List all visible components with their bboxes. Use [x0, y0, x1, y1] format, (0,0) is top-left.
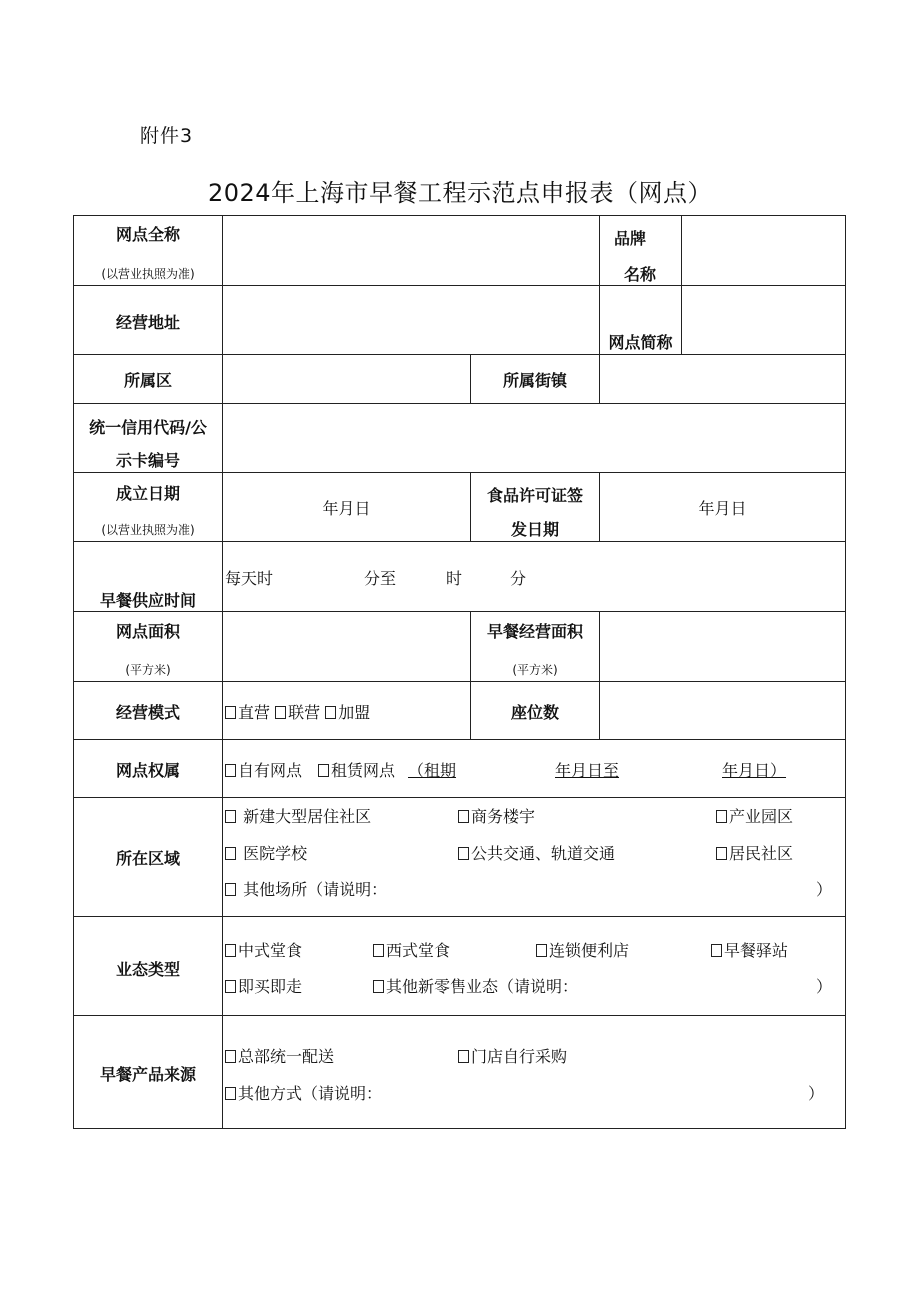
format-breakfast-station-checkbox[interactable]: 早餐驿站: [711, 938, 788, 961]
hours-end-hour[interactable]: 时: [446, 569, 463, 588]
form-title: 2024年上海市早餐工程示范点申报表（网点）: [207, 179, 713, 207]
region-other-checkbox[interactable]: 其他场所（请说明：: [225, 877, 387, 900]
region-office-checkbox[interactable]: 商务楼宇: [458, 804, 535, 827]
license-note: (以营业执照为准): [101, 267, 195, 281]
region-label: 所在区域: [115, 849, 180, 868]
region-industrial-park-checkbox[interactable]: 产业园区: [716, 804, 793, 827]
mode-direct-checkbox[interactable]: 直营: [225, 703, 270, 722]
area-unit: (平方米): [125, 663, 171, 677]
credit-code-field[interactable]: [223, 404, 845, 472]
source-hq-delivery-checkbox[interactable]: 总部统一配送: [225, 1044, 334, 1067]
mode-joint-checkbox[interactable]: 联营: [275, 703, 320, 722]
breakfast-area-label: 早餐经营面积: [486, 622, 583, 641]
format-chinese-dinein-checkbox[interactable]: 中式堂食: [225, 938, 302, 961]
permit-date-label-line2: 发日期: [510, 520, 559, 539]
source-other-close: ）: [808, 1084, 825, 1103]
annex-label: 附件3: [140, 125, 194, 147]
license-note-2: (以营业执照为准): [101, 523, 195, 537]
mode-options: [225, 700, 370, 723]
short-name-field[interactable]: [682, 286, 845, 354]
outlet-area-label: 网点面积: [115, 622, 180, 641]
full-name-label: 网点全称: [115, 225, 180, 244]
brand-label-line2: 名称: [623, 265, 656, 284]
region-residential-checkbox[interactable]: 居民社区: [716, 841, 793, 864]
source-self-purchase-checkbox[interactable]: 门店自行采购: [458, 1044, 567, 1067]
street-label: 所属街镇: [502, 371, 567, 390]
seats-label: 座位数: [510, 703, 559, 722]
brand-label-line1: 品牌: [613, 229, 646, 248]
district-field[interactable]: [223, 355, 470, 403]
format-type-label: 业态类型: [115, 960, 180, 979]
full-name-field[interactable]: [223, 216, 599, 285]
ownership-own-checkbox[interactable]: 自有网点: [225, 758, 302, 781]
ownership-label: 网点权属: [115, 761, 180, 780]
format-western-dinein-checkbox[interactable]: 西式堂食: [373, 938, 450, 961]
lease-term-end[interactable]: 年月日）: [722, 761, 787, 780]
founded-date-field[interactable]: 年月日: [322, 499, 371, 518]
permit-date-label-line1: 食品许可证签: [486, 486, 583, 505]
brand-name-field[interactable]: [682, 216, 845, 285]
street-field[interactable]: [600, 355, 845, 403]
format-other-close: ）: [816, 977, 833, 996]
region-transit-checkbox[interactable]: 公共交通、轨道交通: [458, 841, 615, 864]
breakfast-area-unit: (平方米): [512, 663, 558, 677]
short-name-label: 网点简称: [608, 333, 673, 352]
founded-date-label: 成立日期: [115, 484, 180, 503]
business-mode-label: 经营模式: [115, 703, 180, 722]
format-grab-and-go-checkbox[interactable]: 即买即走: [225, 974, 302, 997]
seats-field[interactable]: [600, 682, 845, 739]
address-label: 经营地址: [115, 313, 180, 332]
hours-start-minute[interactable]: 分至: [364, 569, 397, 588]
supply-hours-label: 早餐供应时间: [99, 591, 196, 610]
breakfast-area-field[interactable]: [600, 612, 845, 681]
address-field[interactable]: [223, 286, 599, 354]
credit-code-label-line1: 统一信用代码/公: [89, 418, 207, 437]
format-other-retail-checkbox[interactable]: 其他新零售业态（请说明：: [373, 974, 578, 997]
source-other-checkbox[interactable]: 其他方式（请说明：: [225, 1081, 382, 1104]
format-convenience-checkbox[interactable]: 连锁便利店: [536, 938, 629, 961]
hours-end-minute[interactable]: 分: [510, 569, 527, 588]
district-label: 所属区: [123, 371, 172, 390]
region-new-community-checkbox[interactable]: 新建大型居住社区: [225, 804, 371, 827]
lease-term-start[interactable]: （租期: [408, 761, 457, 780]
product-source-label: 早餐产品来源: [99, 1065, 196, 1084]
permit-date-field[interactable]: 年月日: [698, 499, 747, 518]
outlet-area-field[interactable]: [223, 612, 470, 681]
region-hospital-school-checkbox[interactable]: 医院学校: [225, 841, 307, 864]
lease-term-mid[interactable]: 年月日至: [555, 761, 620, 780]
mode-franchise-checkbox[interactable]: 加盟: [325, 703, 370, 722]
ownership-rent-checkbox[interactable]: 租赁网点: [318, 758, 395, 781]
credit-code-label-line2: 示卡编号: [115, 451, 180, 470]
hours-start-hour[interactable]: 每天时: [225, 569, 274, 588]
region-other-close: ）: [816, 880, 833, 899]
